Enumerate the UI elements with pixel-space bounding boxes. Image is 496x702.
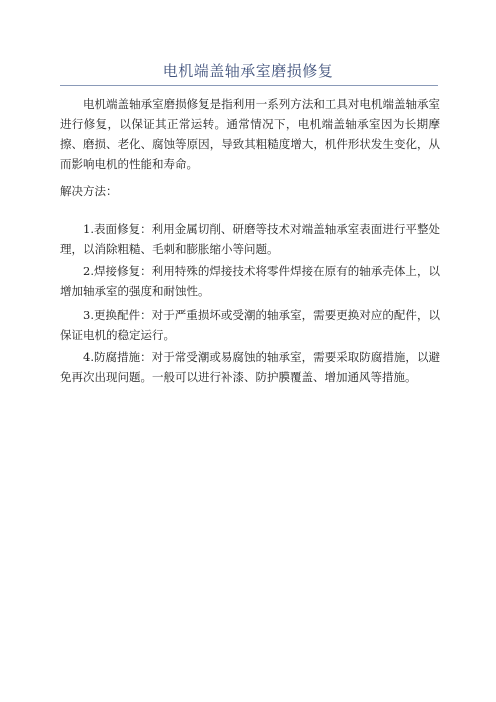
methods-label: 解决方法： [60, 184, 118, 198]
method-item-replace-parts: 3.更换配件：对于严重损坏或受潮的轴承室，需要更换对应的配件，以保证电机的稳定运行。 [60, 308, 440, 342]
method-item-anticorrosion: 4.防腐措施：对于常受潮或易腐蚀的轴承室，需要采取防腐措施，以避免再次出现问题。一般可以进行补漆、防护膜覆盖、增加通风等措施。 [60, 350, 440, 384]
intro-paragraph: 电机端盖轴承室磨损修复是指利用一系列方法和工具对电机端盖轴承室进行修复，以保证其正常运转。通常情况下，电机端盖轴承室因为长期摩擦、磨损、老化、腐蚀等原因，导致其粗糙度增大，机件形状发生变化，从而影响电机的性能和寿命。 [60, 97, 440, 171]
title-underline [60, 85, 438, 86]
document-title: 电机端盖轴承室磨损修复 [162, 62, 334, 80]
method-item-welding-repair: 2.焊接修复：利用特殊的焊接技术将零件焊接在原有的轴承壳体上，以增加轴承室的强度和耐蚀性。 [60, 264, 440, 298]
method-item-surface-repair: 1.表面修复：利用金属切削、研磨等技术对端盖轴承室表面进行平整处理，以消除粗糙、毛刺和膨胀缩小等问题。 [60, 222, 440, 256]
